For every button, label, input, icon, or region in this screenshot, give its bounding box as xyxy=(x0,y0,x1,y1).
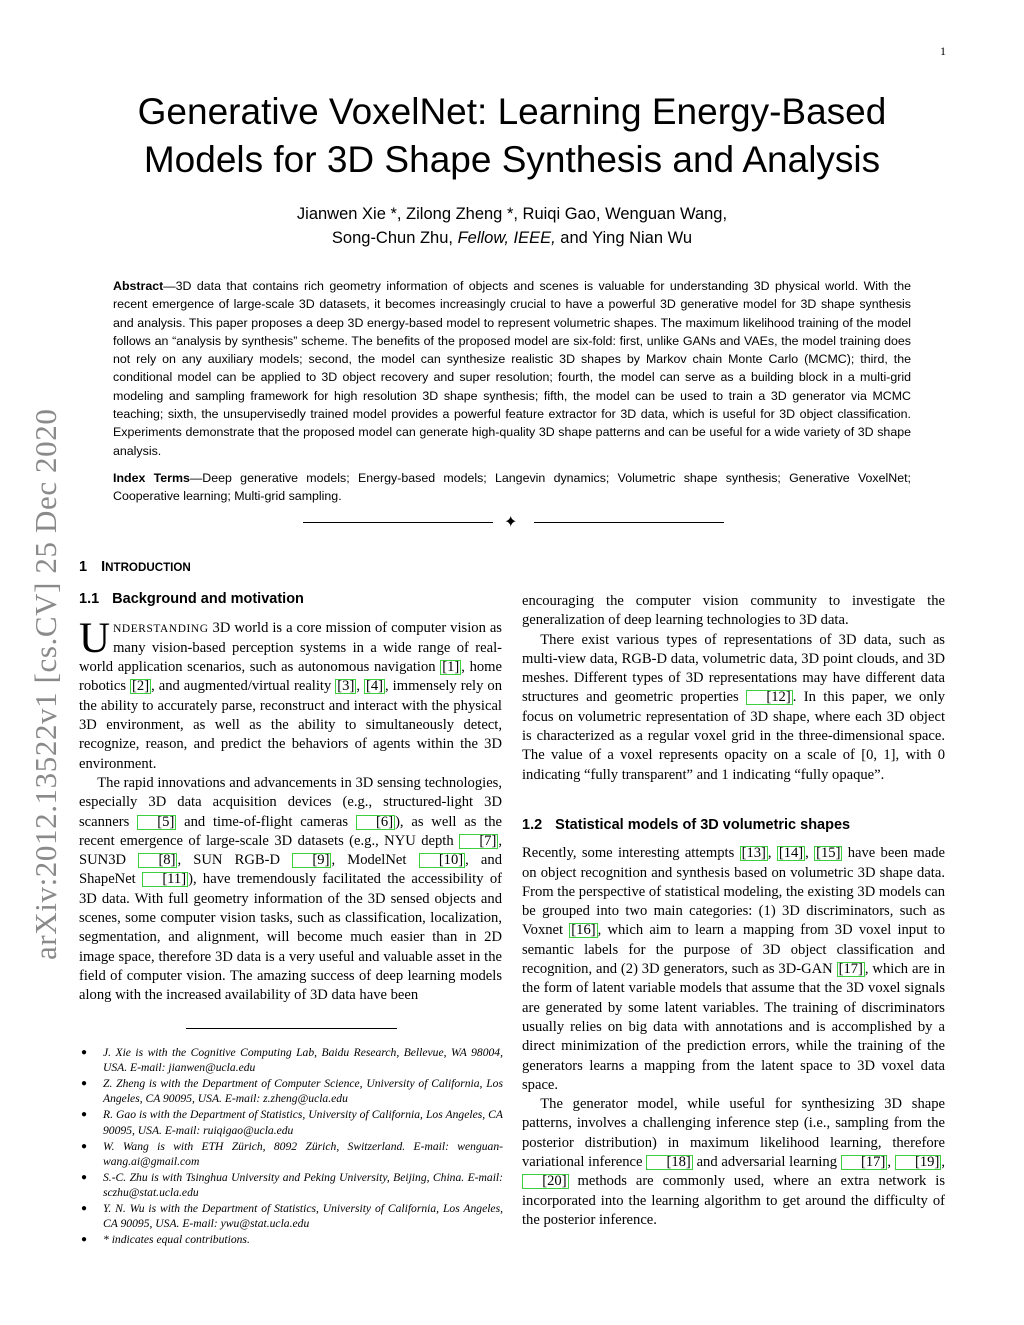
footnote-item xyxy=(79,1076,503,1107)
footnote-item xyxy=(79,1107,503,1138)
text-run: , immensely rely on the ability to accurately parse, reconstruct and interact with the physical 3D environment, as well as the ability to simultaneously detect, recognize, reason, and predict the behaviors of agents within the 3D environment. xyxy=(79,678,503,772)
section-heading-introduction xyxy=(79,558,502,577)
text-run: , ModelNet xyxy=(331,852,419,869)
text-run: encouraging the computer vision community to investigate the generalization of deep learning technologies to 3D data. xyxy=(522,593,945,629)
index-terms-label: Index Terms xyxy=(113,471,190,485)
text-run: methods are commonly used, where an extra network is incorporated into the learning algorithm to get around the difficulty of the posterior inference. xyxy=(522,1173,945,1228)
paper-title xyxy=(80,88,944,184)
index-terms xyxy=(113,469,911,506)
section-number: 1 xyxy=(79,559,88,575)
citation-link[interactable]: [17] xyxy=(838,961,863,978)
footnote-rule xyxy=(186,1028,397,1029)
citation-link[interactable]: [6] xyxy=(356,815,395,830)
paragraph xyxy=(522,1095,945,1230)
text-run: . In this paper, we only focus on volumetric representation of 3D shape, where each 3D object is characterized as a regular voxel grid in the three-dimensional space. The value of a voxel represents opacity on a scale of [0, 1], with 0 indicating “fully transparent” and 1 indicating “fully opaque”. xyxy=(522,689,945,783)
section-separator xyxy=(300,513,724,533)
authors-fellow-title: Fellow, IEEE, xyxy=(457,229,556,247)
paragraph xyxy=(522,844,945,1095)
paragraph xyxy=(79,774,502,1006)
footnote-text: * indicates equal contributions. xyxy=(103,1233,250,1247)
citation-link[interactable]: [3] xyxy=(337,678,355,695)
citation-link[interactable]: [17] xyxy=(841,1155,888,1170)
page-number: 1 xyxy=(940,44,946,58)
citation-link[interactable]: [18] xyxy=(646,1155,693,1170)
footnote-item xyxy=(79,1201,503,1232)
text-run: , and augmented/virtual reality xyxy=(151,678,336,695)
abstract xyxy=(113,277,911,460)
bullet-icon: ● xyxy=(81,1234,88,1246)
title-line-1: Generative VoxelNet: Learning Energy-Based xyxy=(137,91,887,132)
citation-link[interactable]: [16] xyxy=(571,922,596,939)
text-run: , and ShapeNet xyxy=(79,852,503,888)
text-run: , which aim to learn a mapping from 3D voxel input to semantic labels for the purpose of 3D object classification and recognition, and (2) 3D generators, such as 3D-GAN xyxy=(522,922,945,978)
text-run: , xyxy=(356,678,364,695)
footnote-text: Z. Zheng is with the Department of Computer Science, University of California, Los Angeles, CA 90095, USA. E-mail: z.zheng@ucla.edu xyxy=(103,1077,503,1106)
citation-link[interactable]: [12] xyxy=(746,690,793,705)
footnotes xyxy=(79,1045,503,1248)
abstract-label: Abstract xyxy=(113,279,164,293)
citation-link[interactable]: [15] xyxy=(816,845,841,862)
footnote-item xyxy=(79,1139,503,1170)
subsection-heading-statistical-models xyxy=(522,816,945,835)
text-run: , xyxy=(805,845,815,862)
text-run: , home robotics xyxy=(79,659,502,695)
bullet-icon: ● xyxy=(81,1171,88,1183)
text-run: , xyxy=(887,1154,895,1171)
citation-link[interactable]: [4] xyxy=(365,678,384,695)
text-run: have been made on object recognition and synthesis based on volumetric 3D shape data. From the perspective of statistical modeling, the existing 3D models can be grouped into two main categories: (1) 3D discriminators, such as Voxnet xyxy=(522,845,945,939)
subsection-title: Background and motivation xyxy=(112,591,304,608)
separator-star-icon: ✦ xyxy=(504,514,518,531)
subsection-number: 1.1 xyxy=(79,591,100,608)
citation-link[interactable]: [20] xyxy=(522,1174,569,1189)
lead-smallcaps: NDERSTANDING xyxy=(113,622,209,635)
footnote-text: R. Gao is with the Department of Statistics, University of California, Los Angeles, CA 90095, USA. E-mail: ruiqigao@ucla.edu xyxy=(103,1108,503,1137)
text-run: 3D world is a core mission of computer vision as many vision-based perception systems in a wide range of real-world application scenarios, such as autonomous navigation xyxy=(79,619,502,676)
citation-link[interactable]: [8] xyxy=(138,853,177,868)
citation-link[interactable]: [7] xyxy=(459,834,498,849)
drop-cap: U xyxy=(79,614,111,662)
text-run: , SUN RGB-D xyxy=(177,852,293,869)
citation-link[interactable]: [10] xyxy=(419,853,466,868)
citation-link[interactable]: [19] xyxy=(895,1155,942,1170)
citation-link[interactable]: [5] xyxy=(137,815,176,830)
right-column xyxy=(522,592,945,1230)
subsection-number: 1.2 xyxy=(522,816,543,833)
paragraph xyxy=(522,631,945,785)
text-run: The rapid innovations and advancements in 3D sensing technologies, especially 3D data acquisition devices (e.g., structured-light 3D scanners xyxy=(79,774,502,830)
footnote-text: Y. N. Wu is with the Department of Statistics, University of California, Los Angeles, CA 90095, USA. E-mail: ywu@stat.ucla.edu xyxy=(103,1201,503,1231)
authors-line-2b: and Ying Nian Wu xyxy=(555,229,693,247)
separator-line-right xyxy=(534,522,724,523)
citation-link[interactable]: [1] xyxy=(442,659,460,676)
citation-link[interactable]: [11] xyxy=(142,872,188,887)
bullet-icon: ● xyxy=(81,1202,88,1214)
footnote-text: W. Wang is with ETH Zürich, 8092 Zürich, Switzerland. E-mail: wenguan-wang.ai@gmail.com xyxy=(103,1139,503,1168)
text-run: and time-of-flight cameras xyxy=(176,813,356,830)
index-terms-text: —Deep generative models; Energy-based models; Langevin dynamics; Volumetric shape synthesis; Generative VoxelNet; Cooperative learning; Multi-grid sampling. xyxy=(113,471,912,504)
text-run: Recently, some interesting attempts xyxy=(522,845,740,862)
abstract-text: —3D data that contains rich geometry information of objects and scenes is valuable for understanding 3D physical world. With the recent emergence of large-scale 3D datasets, it becomes increasingly crucial to have a powerful 3D generative model for 3D shape synthesis and analysis. This paper proposes a deep 3D energy-based model to represent volumetric shapes. The maximum likelihood training of the model follows an “analysis by synthesis” scheme. The benefits of the proposed model are six-fold: first, unlike GANs and VAEs, the model training does not rely on any auxiliary models; second, the model can synthesize realistic 3D shapes by Markov chain Monte Carlo (MCMC); third, the conditional model can be applied to 3D object recovery and super resolution; fourth, the model can serve as a building block in a multi-grid modeling and sampling framework for high resolution 3D shape synthesis; fifth, the model can be used to train a 3D generator via MCMC teaching; sixth, the unsupervisedly trained model provides a powerful feature extractor for 3D data, which is useful for 3D object classification. Experiments demonstrate that the proposed model can generate high-quality 3D shape patterns and can be useful for a wide variety of 3D shape analysis. xyxy=(113,279,911,458)
text-run: There exist various types of representations of 3D data, such as multi-view data, RGB-D data, volumetric data, 3D point clouds, and 3D meshes. Different types of 3D representations may have different data structures and geometric properties xyxy=(522,631,945,706)
bullet-icon: ● xyxy=(81,1109,88,1121)
citation-link[interactable]: [13] xyxy=(741,845,766,862)
separator-line-left xyxy=(303,522,493,523)
text-run: , xyxy=(767,845,777,862)
authors-line-2a: Song-Chun Zhu, xyxy=(331,229,458,247)
citation-link[interactable]: [14] xyxy=(778,845,804,862)
section-title-initial: I xyxy=(101,559,106,575)
subsection-title: Statistical models of 3D volumetric shapes xyxy=(555,816,851,833)
authors-line-1: Jianwen Xie *, Zilong Zheng *, Ruiqi Gao, Wenguan Wang, xyxy=(296,205,728,223)
text-run: and adversarial learning xyxy=(692,1154,841,1171)
footnote-text: S.-C. Zhu is with Tsinghua University and Peking University, Beijing, China. E-mail: sczhu@stat.ucla.edu xyxy=(103,1170,503,1200)
text-run: ), as well as the recent emergence of large-scale 3D datasets (e.g., NYU depth xyxy=(79,813,502,849)
paragraph xyxy=(522,592,945,631)
text-run: , which are in the form of latent variable models that assume that the 3D voxel signals are generated by some latent variables. The training of discriminators usually relies on big data with annotations and is accomplished by a direct minimization of the prediction errors, while the training of the generators learns a mapping from the latent space to 3D voxel data space. xyxy=(522,961,945,1093)
author-list xyxy=(80,202,944,250)
subsection-heading-background xyxy=(79,590,502,609)
footnote-item xyxy=(79,1232,503,1247)
bullet-icon: ● xyxy=(81,1078,88,1090)
section-title-rest: NTRODUCTION xyxy=(105,561,191,574)
bullet-icon: ● xyxy=(81,1140,88,1152)
title-line-2: Models for 3D Shape Synthesis and Analysis xyxy=(143,139,881,180)
paragraph xyxy=(79,614,503,774)
left-column xyxy=(79,558,502,1006)
text-run: The generator model, while useful for synthesizing 3D shape patterns, involves a challenging inference step (i.e., sampling from the posterior distribution) in maximum likelihood learning, therefore variational inference xyxy=(522,1096,945,1171)
arxiv-identifier: arXiv:2012.13522v1 [cs.CV] 25 Dec 2020 xyxy=(28,408,63,960)
text-run: , xyxy=(941,1154,945,1171)
bullet-icon: ● xyxy=(81,1047,88,1058)
text-run: , SUN3D xyxy=(79,832,502,869)
citation-link[interactable]: [2] xyxy=(132,678,150,695)
footnote-item xyxy=(79,1045,503,1076)
footnote-item xyxy=(79,1170,503,1201)
citation-link[interactable]: [9] xyxy=(292,853,331,868)
footnote-text: J. Xie is with the Cognitive Computing Lab, Baidu Research, Bellevue, WA 98004, USA. E-mail: jianwen@ucla.edu xyxy=(103,1046,503,1075)
text-run: ), have tremendously facilitated the accessibility of 3D data. With full geometry information of the 3D sensed objects and scenes, some computer vision tasks, such as classification, localization, segmentation, and alignment, will become much easier than in 2D image space, therefore 3D data is a very useful and valuable asset in the field of computer vision. The amazing success of deep learning models along with the increased availability of 3D data have been xyxy=(79,871,502,1004)
